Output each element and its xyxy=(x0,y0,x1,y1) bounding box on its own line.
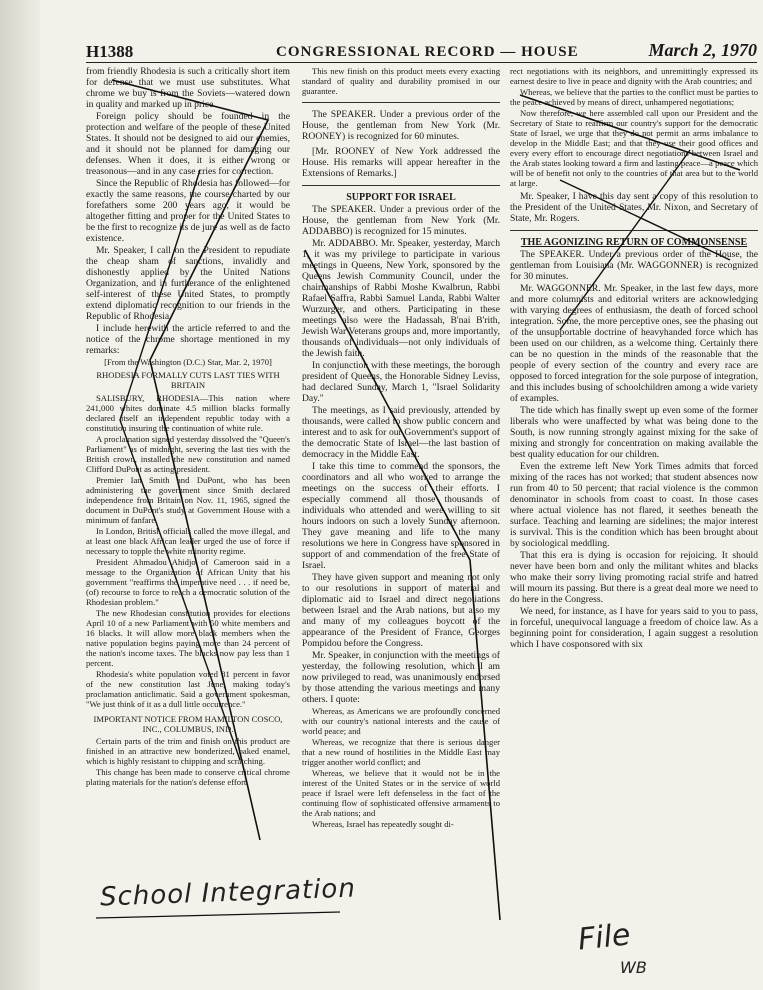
article-paragraph: Rhodesia's white population voted 81 percent in favor of the new constitution last June, making today's proclamation anticlimatic. Said a government spokesman, "We just think of it as a dull little occurrence." xyxy=(86,669,290,709)
strike-line xyxy=(112,80,268,840)
col2-paragraph: The SPEAKER. Under a previous order of the House, the gentleman from New York (Mr. ADDABBO) is recognized for 15 minutes. xyxy=(302,204,500,237)
col1-paragraph: Since the Republic of Rhodesia has followed—for exactly the same reasons, the course charted by our forefathers some 200 years ago, it would be altogether fitting and proper for the United States to be the first to recognize its de jure as well as de facto existence. xyxy=(86,178,290,244)
issue-date: March 2, 1970 xyxy=(648,40,757,60)
col2-continued: This new finish on this product meets every exacting standard of quality and durability promised in our guarantee. xyxy=(302,66,500,96)
col1-paragraph: I include herewith the article referred to and the notice of the chrome shortage mentioned in my remarks: xyxy=(86,323,290,356)
article-paragraph: In London, British officials called the move illegal, and at least one black African leader urged the use of force if necessary to topple the white minority regime. xyxy=(86,526,290,556)
article-paragraph: Premier Ian Smith and DuPont, who has been administering the government since Smith declared independence from Britain on Nov. 11, 1965, signed the document in DuPont's study at Government House with a minimum of fanfare. xyxy=(86,475,290,525)
col2-paragraph: They have given support and meaning not only to our resolutions in support of material and diplomatic aid to Israel and direct negotiations between Israel and the Arab nations, but also my and many of my colleagues boycott of the appearance of the President of France, Georges Pompidou before the Congress. xyxy=(302,572,500,649)
col1-paragraph: Mr. Speaker, I call on the President to repudiate the cheap sham of sanctions, invalidly and dishonestly applied by the United Nations Organization, and in furtherance of the enlightened self-interest of these United States, to promptly extend diplomatic recognition to our friends in the Republic of Rhodesia. xyxy=(86,245,290,322)
article-paragraph: SALISBURY, RHODESIA—This nation where 241,000 whites dominate 4.5 million blacks formally declared itself an independent republic today with a constitution insuring the continuation of white rule. xyxy=(86,393,290,433)
publication-title: CONGRESSIONAL RECORD — HOUSE xyxy=(276,44,579,60)
col2-paragraph: The meetings, as I said previously, attended by thousands, were called to show public concern and interest and to ask for our Government's support of the democratic State of Israel—the last bastion of democracy in the Middle East. xyxy=(302,405,500,460)
article-paragraph: The new Rhodesian constitution provides for elections April 10 of a new Parliament with 50 white members and 16 blacks. It will allow more black members when the native population begins paying more than 24 percent of the nation's income taxes. The blacks now pay less than 1 percent. xyxy=(86,608,290,668)
handwritten-file-annotation: File xyxy=(576,917,633,958)
notice-title: IMPORTANT NOTICE FROM HAMILTON COSCO, INC., COLUMBUS, IND. xyxy=(93,714,283,734)
resolution-clause: Whereas, we recognize that there is serious danger that a new round of hostilities in the Middle East may trigger another world conflict; and xyxy=(302,737,500,767)
col2-paragraph: In conjunction with these meetings, the borough president of Queens, the Honorable Sidney Leviss, had declared Sunday, March 1, "Israel Solidarity Day." xyxy=(302,360,500,404)
speaker-recognition: The SPEAKER. Under a previous order of the House, the gentleman from New York (Mr. ROONEY) is recognized for 60 minutes. xyxy=(302,109,500,142)
resolution-clause: Whereas, Israel has repeatedly sought di- xyxy=(312,819,454,829)
page-number: H1388 xyxy=(86,42,134,61)
col3-paragraph: The SPEAKER. Under a previous order of the House, the gentleman from Louisiana (Mr. WAGGONNER) is recognized for 30 minutes. xyxy=(510,249,758,282)
col2-paragraph: Mr. ADDABBO. Mr. Speaker, yesterday, March 1, it was my privilege to participate in various meetings in Queens, New York, sponsored by the Queens Jewish Community Council, under the chairmanships of Rabbi Moshe Kwalbrun, Rabbi Rafael Saffra, Rabbi Samuel Landa, Rabbi Walter Wurzurger, and others. Participating in these meetings also were the Hadassah, B'nai B'rith, Jewish War Veterans groups and, more importantly, thousands of individuals—not only individuals of the Jewish faith. xyxy=(302,238,500,359)
col1-paragraph: Foreign policy should be founded in the protection and welfare of the people of these United States. It should not be designed to aid our enemies, and it should not be planned for damaging our defenses. When it does, it is either wrong or treasonous—and in any case cries for correction. xyxy=(86,111,290,177)
col3-paragraph: The tide which has finally swept up even some of the former liberals who were unaffected by what was being done to the South, is now running strongly against mixing for the sake of mixing and strongly for concentration on making available the best quality education for our children. xyxy=(510,405,758,460)
strike-line xyxy=(560,150,690,330)
rooney-remarks: [Mr. ROONEY of New York addressed the House. His remarks will appear hereafter in the Extensions of Remarks.] xyxy=(302,146,500,179)
article-source: [From the Washington (D.C.) Star, Mar. 2, 1970] xyxy=(104,357,272,367)
resolution-clause: Whereas, we believe that the parties to the conflict must be parties to the peace achieved by means of direct, unhampered negotiations; xyxy=(510,87,758,107)
col3-paragraph: That this era is dying is occasion for rejoicing. It should never have been born and only the militant whites and blacks who make their sorry living promoting racial strife and hatred will mourn its passing. But there is a great deal more we need to do here in the Congress. xyxy=(510,550,758,605)
resolution-clause: rect negotiations with its neighbors, and unremittingly expressed its earnest desire to live in peace and dignity with the Arab countries; and xyxy=(510,66,758,86)
article-paragraph: President Ahmadou Ahidjo of Cameroon said in a message to the Organization of African Unity that his government "reaffirms the imperative need . . . if need be, (of) recourse to force to reach a democratic solution of the Rhodesian problem." xyxy=(86,557,290,607)
col2-paragraph: I take this time to commend the sponsors, the coordinators and all who worked to arrange the meetings on the success of their efforts. I especially commend all those thousands of individuals who attended and were willing to sit hours indoors on such a lovely Sunday afternoon. They gave meaning and life to the many resolutions we here in Congress have sponsored in support of and commendation of the free State of Israel. xyxy=(302,461,500,571)
col3-paragraph: We need, for instance, as I have for years said to you to pass, in forceful, unequivocal language a freedom of choice law. As a beginning point for consideration, I again suggest a resolution which I have cosponsored with six xyxy=(510,606,758,650)
notice-paragraph: Certain parts of the trim and finish on this product are finished in an attractive new bonderized, baked enamel, which is highly resistant to chipping and scratching. xyxy=(86,736,290,766)
col3-paragraph: Even the extreme left New York Times admits that forced mixing of the races has not worked; that student absences now run from 40 to 50 percent; that racial violence is the common denominator in schools from coast to coast. In those cases where actual violence has not flared, it seethes beneath the surface. Teaching and learning are sidelines; the major interest is survival. This is the condition which has been brought about by sociological meddling. xyxy=(510,461,758,549)
strike-line xyxy=(560,180,730,260)
col3-paragraph: Mr. Speaker, I have this day sent a copy of this resolution to the President of the United States, Mr. Nixon, and Secretary of State, Mr. Rogers. xyxy=(510,191,758,224)
resolution-clause: Whereas, as Americans we are profoundly concerned with our country's national interests and the cause of world peace; and xyxy=(302,706,500,736)
section-heading-israel: SUPPORT FOR ISRAEL xyxy=(346,192,456,203)
section-heading-commonsense: THE AGONIZING RETURN OF COMMONSENSE xyxy=(520,237,748,248)
notice-paragraph: This change has been made to conserve critical chrome plating materials for the nation's defense effort. xyxy=(86,767,290,787)
article-title: RHODESIA FORMALLY CUTS LAST TIES WITH BRITAIN xyxy=(96,370,280,390)
col1-paragraph: from friendly Rhodesia is such a critically short item for defense that we must use substitutes. What chrome we buy is from the Soviets—watered down in quality and marked up in price. xyxy=(86,66,290,110)
strike-line xyxy=(305,250,500,920)
underline-mark xyxy=(96,912,340,918)
resolution-clause: Now therefore, we here assembled call upon our President and the Secretary of State to reaffirm our country's support for the democratic State of Israel, we urge that they do not permit an arms imbalance to develop in the Middle East; and that they use their good offices and every every effort to encourage direct negotiations between Israel and the Arab states looking toward a firm and lasting peace—a peace which will be of benefit not only to the countries of that area but to the world at large. xyxy=(510,108,758,188)
strike-line xyxy=(520,95,740,170)
col3-paragraph: Mr. WAGGONNER. Mr. Speaker, in the last few days, more and more columnists and editorial writers are acknowledging with varying degrees of enthusiasm, the death of forced school integration. Some, the more perceptive ones, see the phasing out of the unsupportable doctrine of heavyhanded force which has been used on our children, as a welcome thing. Certainly there can be no question in the minds of the reasonable that the people of every section of the country and every race are opposed to forced integration for the sole purpose of integration, and this includes busing of schoolchildren among a wide variety of examples. xyxy=(510,283,758,404)
resolution-clause: Whereas, we believe that it would not be in the interest of the United States or in the service of world peace if Israel were left defenseless in the fact of the continuing flow of sophisticated offensive armaments to the Arab nations; and xyxy=(302,768,500,818)
handwritten-initials: WB xyxy=(620,958,647,977)
handwritten-subject-annotation: School Integration xyxy=(99,873,357,913)
col2-paragraph: Mr. Speaker, in conjunction with the meetings of yesterday, the following resolution, which I am now privileged to read, was unanimously endorsed by those attending the various meetings and many others. I quote: xyxy=(302,650,500,705)
article-paragraph: A proclamation signed yesterday dissolved the "Queen's Parliament" as of midnight, severing the last ties with the British crown, installed the new constitution and named Clifford DuPont as acting president. xyxy=(86,434,290,474)
